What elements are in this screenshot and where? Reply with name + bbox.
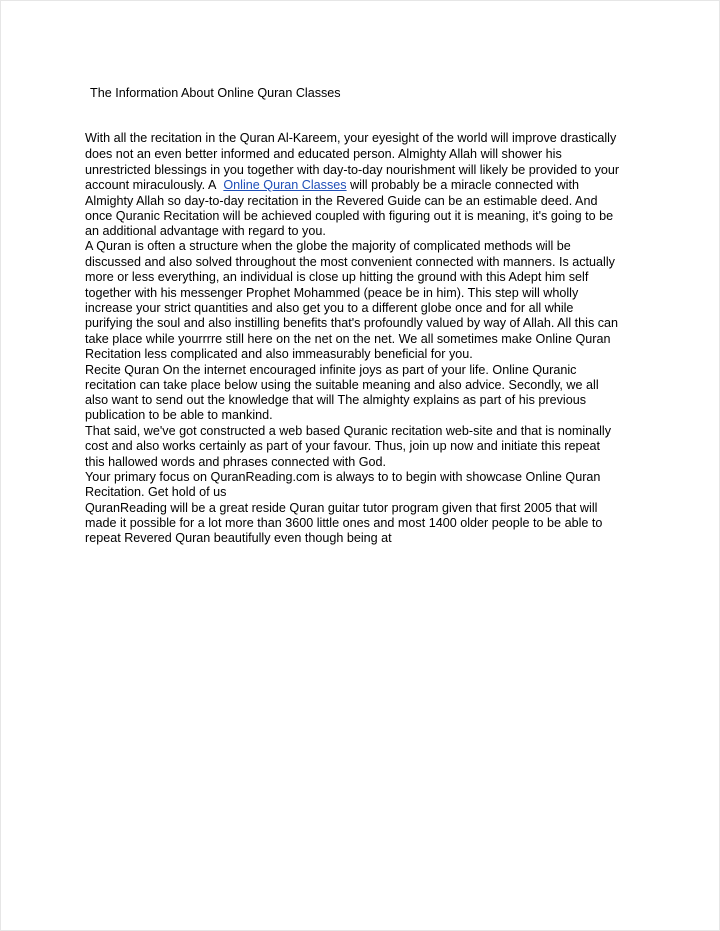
paragraph-line: Recite Quran On the internet encouraged infinite joys as part of your life. Online Quranic bbox=[85, 363, 577, 377]
paragraph-line: unrestricted blessings in you together with day-to-day nourishment will likely be provided to your bbox=[85, 163, 620, 177]
paragraph-text: will probably be a miracle connected with bbox=[350, 178, 579, 192]
paragraph-line: Recitation less complicated and also immeasurably beneficial for you. bbox=[85, 347, 473, 361]
paragraph-line: cost and also works certainly as part of your favour. Thus, join up now and initiate this repeat bbox=[85, 439, 600, 453]
paragraph-line: also want to send out the knowledge that will The almighty explains as part of his previous bbox=[85, 393, 587, 407]
paragraph-line: recitation can take place below using the suitable meaning and also advice. Secondly, we all bbox=[85, 378, 599, 392]
paragraph-line: together with his messenger Prophet Mohammed (peace be in him). This step will wholly bbox=[85, 286, 579, 300]
online-quran-classes-link[interactable]: Online Quran Classes bbox=[223, 178, 347, 192]
paragraph-line: more or less everything, an individual is close up hitting the ground with this Adept him self bbox=[85, 270, 589, 284]
paragraph-line: Your primary focus on QuranReading.com is always to to begin with showcase Online Quran bbox=[85, 470, 601, 484]
paragraph-line: A Quran is often a structure when the globe the majority of complicated methods will be bbox=[85, 239, 571, 253]
paragraph-line: an additional advantage with regard to you. bbox=[85, 224, 326, 238]
document-title: The Information About Online Quran Classes bbox=[90, 86, 341, 100]
paragraph-line: discussed and also solved throughout the most convenient connected with manners. Is actually bbox=[85, 255, 615, 269]
paragraph-text: account miraculously. A bbox=[85, 178, 217, 192]
paragraph-line: increase your strict quantities and also get you to a different globe once and for all while bbox=[85, 301, 574, 315]
paragraph-line: With all the recitation in the Quran Al-Kareem, your eyesight of the world will improve drastically bbox=[85, 131, 617, 145]
paragraph-line: Almighty Allah so day-to-day recitation in the Revered Guide can be an estimable deed. And bbox=[85, 194, 598, 208]
paragraph-line: once Quranic Recitation will be achieved coupled with figuring out it is meaning, it's going to be bbox=[85, 209, 614, 223]
paragraph-line: take place while yourrrre still here on the net on the net. We all sometimes make Online Quran bbox=[85, 332, 611, 346]
paragraph-line: this hallowed words and phrases connected with God. bbox=[85, 455, 387, 469]
paragraph-line: publication to be able to mankind. bbox=[85, 408, 273, 422]
paragraph-line: Recitation. Get hold of us bbox=[85, 485, 227, 499]
paragraph-line-with-link bbox=[85, 177, 579, 193]
paragraph-line: does not an even better informed and educated person. Almighty Allah will shower his bbox=[85, 147, 562, 161]
paragraph-line: made it possible for a lot more than 3600 little ones and most 1400 older people to be able to bbox=[85, 516, 603, 530]
paragraph-line: repeat Revered Quran beautifully even though being at bbox=[85, 531, 392, 545]
paragraph-line: purifying the soul and also instilling benefits that's profoundly valued by way of Allah. All this can bbox=[85, 316, 619, 330]
paragraph-line: That said, we've got constructed a web based Quranic recitation web-site and that is nominally bbox=[85, 424, 612, 438]
paragraph-line: QuranReading will be a great reside Quran guitar tutor program given that first 2005 that will bbox=[85, 501, 598, 515]
